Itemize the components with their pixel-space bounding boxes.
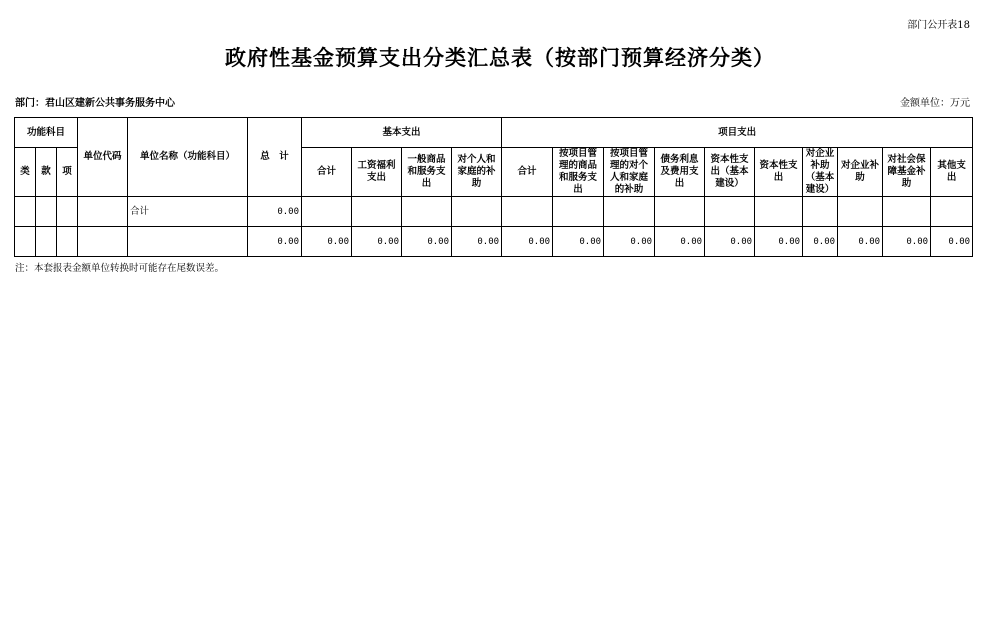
header-basic: 基本支出	[302, 118, 502, 148]
header-project-col: 资本性支出	[755, 148, 803, 197]
row-name: 合计	[128, 197, 248, 227]
cell: 0.00	[838, 227, 883, 257]
footnote: 注：本套报表金额单位转换时可能存在尾数误差。	[15, 263, 225, 274]
table-code: 部门公开表18	[907, 20, 970, 31]
header-project-col: 对社会保障基金补助	[883, 148, 931, 197]
header-unit-code: 单位代码	[78, 118, 128, 197]
header-xiang: 项	[57, 148, 78, 197]
cell: 0.00	[931, 227, 973, 257]
table-row	[15, 227, 973, 257]
cell	[755, 197, 803, 227]
cell: 0.00	[452, 227, 502, 257]
header-kuan: 款	[36, 148, 57, 197]
header-project-col: 资本性支出（基本建设）	[705, 148, 755, 197]
cell	[931, 197, 973, 227]
cell	[402, 197, 452, 227]
header-project-col: 按项目管理的商品和服务支出	[553, 148, 604, 197]
cell: 0.00	[883, 227, 931, 257]
currency-unit-label: 金额单位：万元	[900, 98, 970, 109]
cell	[883, 197, 931, 227]
header-basic-col: 对个人和家庭的补助	[452, 148, 502, 197]
header-basic-col: 工资福利支出	[352, 148, 402, 197]
table-row	[15, 197, 973, 227]
cell: 0.00	[302, 227, 352, 257]
header-unit-name: 单位名称（功能科目）	[128, 118, 248, 197]
cell	[553, 197, 604, 227]
cell: 0.00	[604, 227, 655, 257]
cell: 0.00	[655, 227, 705, 257]
header-total: 总 计	[248, 118, 302, 197]
header-project-col: 对企业补助（基本建设）	[803, 148, 838, 197]
budget-table	[14, 117, 973, 257]
cell: 0.00	[803, 227, 838, 257]
header-project-col: 按项目管理的对个人和家庭的补助	[604, 148, 655, 197]
cell: 0.00	[553, 227, 604, 257]
cell: 0.00	[755, 227, 803, 257]
cell	[705, 197, 755, 227]
cell	[604, 197, 655, 227]
header-project-col: 债务利息及费用支出	[655, 148, 705, 197]
cell	[502, 197, 553, 227]
department-label: 部门：君山区建新公共事务服务中心	[15, 98, 175, 109]
cell	[838, 197, 883, 227]
row-name	[128, 227, 248, 257]
cell	[352, 197, 402, 227]
header-func-subject: 功能科目	[15, 118, 78, 148]
cell	[452, 197, 502, 227]
header-project-col: 合计	[502, 148, 553, 197]
cell: 0.00	[705, 227, 755, 257]
row-total: 0.00	[248, 227, 302, 257]
cell	[655, 197, 705, 227]
header-project-col: 对企业补助	[838, 148, 883, 197]
row-total: 0.00	[248, 197, 302, 227]
header-basic-col: 一般商品和服务支出	[402, 148, 452, 197]
cell: 0.00	[402, 227, 452, 257]
header-project-col: 其他支出	[931, 148, 973, 197]
page-title: 政府性基金预算支出分类汇总表（按部门预算经济分类）	[225, 45, 775, 70]
cell	[803, 197, 838, 227]
cell	[302, 197, 352, 227]
cell: 0.00	[352, 227, 402, 257]
header-project: 项目支出	[502, 118, 973, 148]
header-lei: 类	[15, 148, 36, 197]
cell: 0.00	[502, 227, 553, 257]
header-basic-col: 合计	[302, 148, 352, 197]
